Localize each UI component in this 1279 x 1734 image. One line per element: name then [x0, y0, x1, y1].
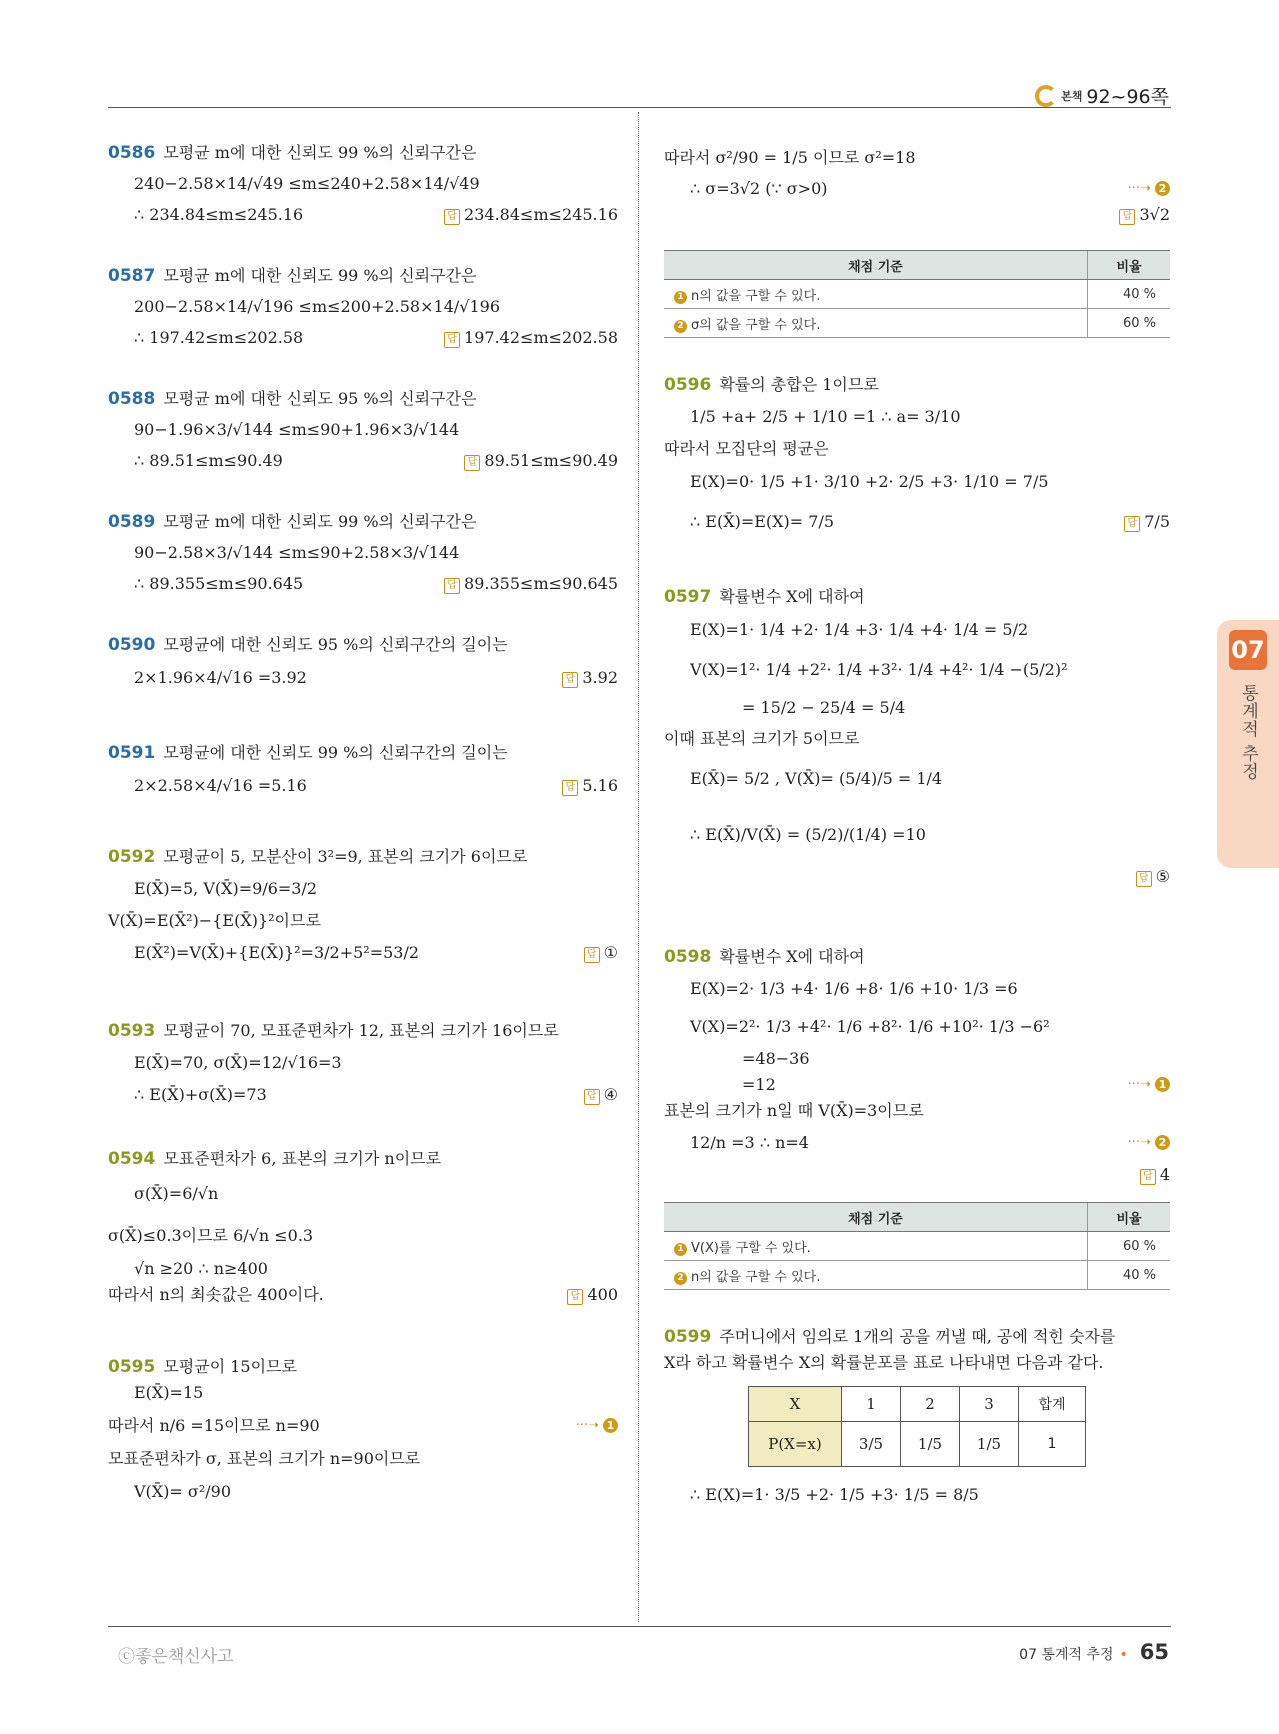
problem-0588 — [108, 386, 618, 509]
solution-line: V(X)=1²· 1/4 +2²· 1/4 +3²· 1/4 +4²· 1/4 −(5/2)² — [690, 660, 1068, 679]
problem-0598 — [664, 944, 1170, 1202]
book-label: 본책 — [1061, 89, 1083, 103]
table-row: 2 σ의 값을 구할 수 있다. 60 % — [664, 309, 1170, 338]
solution-line: ∴ E(X̄)+σ(X̄)=73 답 ④ — [108, 1082, 618, 1108]
answer-icon: 답 — [444, 209, 460, 225]
answer-icon: 답 — [584, 947, 600, 963]
publisher: ⓒ좋은책신사고 — [118, 1647, 234, 1667]
solution-line: 240−2.58×14/√49 ≤m≤240+2.58×14/√49 — [134, 174, 480, 193]
answer-icon: 답 — [1140, 1169, 1156, 1185]
answer: 답 89.51≤m≤90.49 — [464, 448, 618, 474]
solution-line: 표본의 크기가 n일 때 V(X̄)=3이므로 — [664, 1101, 924, 1120]
table-row: 1 V(X)를 구할 수 있다. 60 % — [664, 1232, 1170, 1261]
answer: 답 400 — [567, 1282, 618, 1308]
scoring-table-1 — [664, 250, 1170, 338]
table-row: X 1 2 3 합계 — [749, 1387, 1086, 1422]
solution-line: 따라서 모집단의 평균은 — [664, 439, 829, 458]
left-column — [108, 140, 618, 1512]
step-number: 2 — [1155, 181, 1170, 196]
answer-icon: 답 — [567, 1289, 583, 1305]
solution-line: ∴ 234.84≤m≤245.16 답 234.84≤m≤245.16 — [108, 202, 618, 228]
problem-0595 — [108, 1354, 618, 1512]
chapter-side-tab — [1217, 620, 1279, 868]
solution-line: =48−36 — [742, 1049, 810, 1068]
problem-number: 0596 — [664, 375, 712, 395]
chapter-number: 07 — [1229, 630, 1267, 670]
problem-number: 0594 — [108, 1149, 156, 1169]
problem-number: 0590 — [108, 635, 156, 655]
probability-distribution-table — [748, 1386, 1086, 1467]
problem-0592 — [108, 844, 618, 1018]
problem-0594 — [108, 1146, 618, 1354]
answer-icon: 답 — [464, 455, 480, 471]
solution-line: 이때 표본의 크기가 5이므로 — [664, 729, 860, 748]
step-number: 2 — [1155, 1135, 1170, 1150]
problem-text: 모평균이 5, 모분산이 3²=9, 표본의 크기가 6이므로 — [163, 847, 528, 866]
solution-line: 2×2.58×4/√16 =5.16 답 5.16 — [108, 766, 618, 806]
problem-text: 모평균 m에 대한 신뢰도 99 %의 신뢰구간은 — [163, 143, 477, 162]
table-row: 2 n의 값을 구할 수 있다. 40 % — [664, 1261, 1170, 1290]
solution-line: =12 ···➝ 1 — [664, 1072, 1170, 1098]
answer: 답 5.16 — [562, 766, 618, 806]
footer-page-info — [1019, 1640, 1169, 1664]
solution-line: 2×1.96×4/√16 =3.92 답 3.92 — [108, 658, 618, 698]
solution-line: √n ≥20 ∴ n≥400 — [134, 1259, 268, 1278]
answer-icon: 답 — [1119, 209, 1135, 225]
problem-number: 0589 — [108, 512, 156, 532]
answer: 답 ④ — [584, 1082, 618, 1108]
answer: 답 3√2 — [1119, 202, 1170, 228]
problem-number: 0597 — [664, 587, 712, 607]
problem-number: 0588 — [108, 389, 156, 409]
solution-line: 12/n =3 ∴ n=4 ···➝ 2 — [664, 1124, 1170, 1162]
problem-text: 모평균에 대한 신뢰도 95 %의 신뢰구간의 길이는 — [163, 635, 508, 654]
solution-line: ∴ 89.51≤m≤90.49 답 89.51≤m≤90.49 — [108, 448, 618, 474]
solution-line: E(X)=2· 1/3 +4· 1/6 +8· 1/6 +10· 1/3 =6 — [690, 979, 1018, 998]
answer-icon: 답 — [1136, 871, 1152, 887]
table-row: P(X=x) 3/5 1/5 1/5 1 — [749, 1422, 1086, 1467]
solution-line: ∴ E(X)=1· 3/5 +2· 1/5 +3· 1/5 = 8/5 — [690, 1485, 979, 1504]
solution-line: ∴ E(X̄)=E(X)= 7/5 답 7/5 — [664, 502, 1170, 542]
footer-separator: • — [1119, 1647, 1128, 1663]
solution-line: E(X)=0· 1/5 +1· 3/10 +2· 2/5 +3· 1/10 = 7/5 — [690, 472, 1049, 491]
solution-line: ∴ σ=3√2 (∵ σ>0) ···➝ 2 — [664, 176, 1170, 202]
step-marker: ···➝ 1 — [576, 1406, 618, 1446]
table-header: 비율 — [1088, 1203, 1171, 1232]
problem-0590 — [108, 632, 618, 740]
problem-number: 0587 — [108, 266, 156, 286]
step-number: 1 — [603, 1418, 618, 1433]
step-marker: ···➝ 1 — [1128, 1072, 1170, 1098]
solution-line: E(X)=1· 1/4 +2· 1/4 +3· 1/4 +4· 1/4 = 5/2 — [690, 620, 1029, 639]
refresh-arrow-icon — [1035, 85, 1057, 107]
problem-text: X라 하고 확률변수 X의 확률분포를 표로 나타내면 다음과 같다. — [664, 1353, 1104, 1372]
problem-text: 모평균이 70, 모표준편차가 12, 표본의 크기가 16이므로 — [163, 1021, 559, 1040]
problem-number: 0595 — [108, 1357, 156, 1377]
problem-text: 확률변수 X에 대하여 — [719, 587, 865, 606]
solution-line: 200−2.58×14/√196 ≤m≤200+2.58×14/√196 — [134, 297, 500, 316]
table-header: 비율 — [1088, 251, 1171, 280]
answer: 답 ① — [584, 934, 618, 972]
answer: 답 4 — [1140, 1162, 1170, 1188]
column-divider — [638, 112, 639, 1622]
solution-line: E(X̄)=5, V(X̄)=9/6=3/2 — [134, 879, 318, 898]
problem-0593 — [108, 1018, 618, 1146]
solution-line: 90−2.58×3/√144 ≤m≤90+2.58×3/√144 — [134, 543, 460, 562]
step-bullet: 1 — [674, 1243, 687, 1256]
problem-number: 0591 — [108, 743, 156, 763]
problem-0597 — [664, 584, 1170, 944]
answer: 답 3.92 — [562, 658, 618, 698]
answer-icon: 답 — [562, 780, 578, 796]
problem-text: 주머니에서 임의로 1개의 공을 꺼낼 때, 공에 적힌 숫자를 — [719, 1327, 1116, 1346]
problem-number: 0593 — [108, 1021, 156, 1041]
answer-icon: 답 — [562, 672, 578, 688]
solution-line: ∴ 89.355≤m≤90.645 답 89.355≤m≤90.645 — [108, 571, 618, 597]
solution-line: 90−1.96×3/√144 ≤m≤90+1.96×3/√144 — [134, 420, 460, 439]
problem-0589 — [108, 509, 618, 632]
solution-line: E(X̄)=15 — [134, 1383, 204, 1402]
scoring-table-2 — [664, 1202, 1170, 1290]
answer: 답 7/5 — [1124, 502, 1170, 542]
problem-text: 모표준편차가 6, 표본의 크기가 n이므로 — [163, 1149, 442, 1168]
solution-line: ∴ E(X̄)/V(X̄) = (5/2)/(1/4) =10 — [690, 825, 926, 844]
answer: 답 197.42≤m≤202.58 — [444, 325, 618, 351]
solution-line: 모표준편차가 σ, 표본의 크기가 n=90이므로 — [108, 1449, 421, 1468]
problem-0596 — [664, 372, 1170, 584]
problem-text: 모평균에 대한 신뢰도 99 %의 신뢰구간의 길이는 — [163, 743, 508, 762]
solution-line: V(X̄)= σ²/90 — [134, 1482, 232, 1501]
solution-line — [664, 202, 1170, 228]
answer: 답 ⑤ — [1136, 864, 1170, 890]
solution-line: 따라서 n/6 =15이므로 n=90 ···➝ 1 — [108, 1406, 618, 1446]
chapter-title: 통계적 추정 — [1238, 684, 1258, 781]
solution-line: 따라서 σ²/90 = 1/5 이므로 σ²=18 — [664, 148, 916, 167]
problem-text: 모평균 m에 대한 신뢰도 95 %의 신뢰구간은 — [163, 389, 477, 408]
problem-0586 — [108, 140, 618, 263]
step-bullet: 2 — [674, 320, 687, 333]
answer-icon: 답 — [584, 1089, 600, 1105]
answer-icon: 답 — [444, 332, 460, 348]
footer-rule — [108, 1626, 1171, 1627]
solution-line: V(X̄)=E(X̄²)−{E(X̄)}²이므로 — [108, 911, 321, 930]
solution-line: 따라서 n의 최솟값은 400이다. 답 400 — [108, 1282, 618, 1308]
step-marker: ···➝ 2 — [1128, 176, 1170, 202]
answer-icon: 답 — [1124, 516, 1140, 532]
table-row: 1 n의 값을 구할 수 있다. 40 % — [664, 280, 1170, 309]
problem-0587 — [108, 263, 618, 386]
answer: 답 89.355≤m≤90.645 — [444, 571, 618, 597]
solution-line: ∴ 197.42≤m≤202.58 답 197.42≤m≤202.58 — [108, 325, 618, 351]
problem-number: 0599 — [664, 1327, 712, 1347]
footer-chapter: 07 통계적 추정 — [1019, 1647, 1114, 1663]
page-range: 92~96쪽 — [1086, 86, 1169, 108]
problem-number: 0586 — [108, 143, 156, 163]
solution-line: E(X̄)=70, σ(X̄)=12/√16=3 — [134, 1053, 342, 1072]
answer-icon: 답 — [444, 578, 460, 594]
problem-number: 0598 — [664, 947, 712, 967]
table-header: 채점 기준 — [664, 1203, 1088, 1232]
solution-line — [664, 1162, 1170, 1188]
solution-line — [664, 864, 1170, 890]
step-number: 1 — [1155, 1077, 1170, 1092]
problem-0595-continued — [664, 140, 1170, 250]
step-marker: ···➝ 2 — [1128, 1124, 1170, 1162]
problem-text: 확률변수 X에 대하여 — [719, 947, 865, 966]
answer: 답 234.84≤m≤245.16 — [444, 202, 618, 228]
problem-0599 — [664, 1324, 1170, 1519]
right-column — [664, 140, 1170, 1519]
solution-line: E(X̄)= 5/2 , V(X̄)= (5/4)/5 = 1/4 — [690, 769, 943, 788]
problem-text: 모평균 m에 대한 신뢰도 99 %의 신뢰구간은 — [163, 266, 477, 285]
solution-line: V(X)=2²· 1/3 +4²· 1/6 +8²· 1/6 +10²· 1/3 −6² — [690, 1017, 1050, 1036]
problem-number: 0592 — [108, 847, 156, 867]
solution-line: = 15/2 − 25/4 = 5/4 — [742, 698, 906, 717]
solution-line: σ(X̄)=6/√n — [134, 1184, 219, 1203]
step-bullet: 1 — [674, 291, 687, 304]
problem-0591 — [108, 740, 618, 844]
solution-line: σ(X̄)≤0.3이므로 6/√n ≤0.3 — [108, 1226, 314, 1245]
problem-text: 확률의 총합은 1이므로 — [719, 375, 879, 394]
step-bullet: 2 — [674, 1272, 687, 1285]
problem-text: 모평균이 15이므로 — [163, 1357, 297, 1376]
table-header: 채점 기준 — [664, 251, 1088, 280]
problem-text: 모평균 m에 대한 신뢰도 99 %의 신뢰구간은 — [163, 512, 477, 531]
solution-line: E(X̄²)=V(X̄)+{E(X̄)}²=3/2+5²=53/2 답 ① — [108, 934, 618, 972]
header-reference — [1035, 82, 1169, 109]
header-rule — [108, 107, 1171, 108]
solution-line: 1/5 +a+ 2/5 + 1/10 =1 ∴ a= 3/10 — [690, 407, 961, 426]
page-number: 65 — [1139, 1640, 1169, 1664]
